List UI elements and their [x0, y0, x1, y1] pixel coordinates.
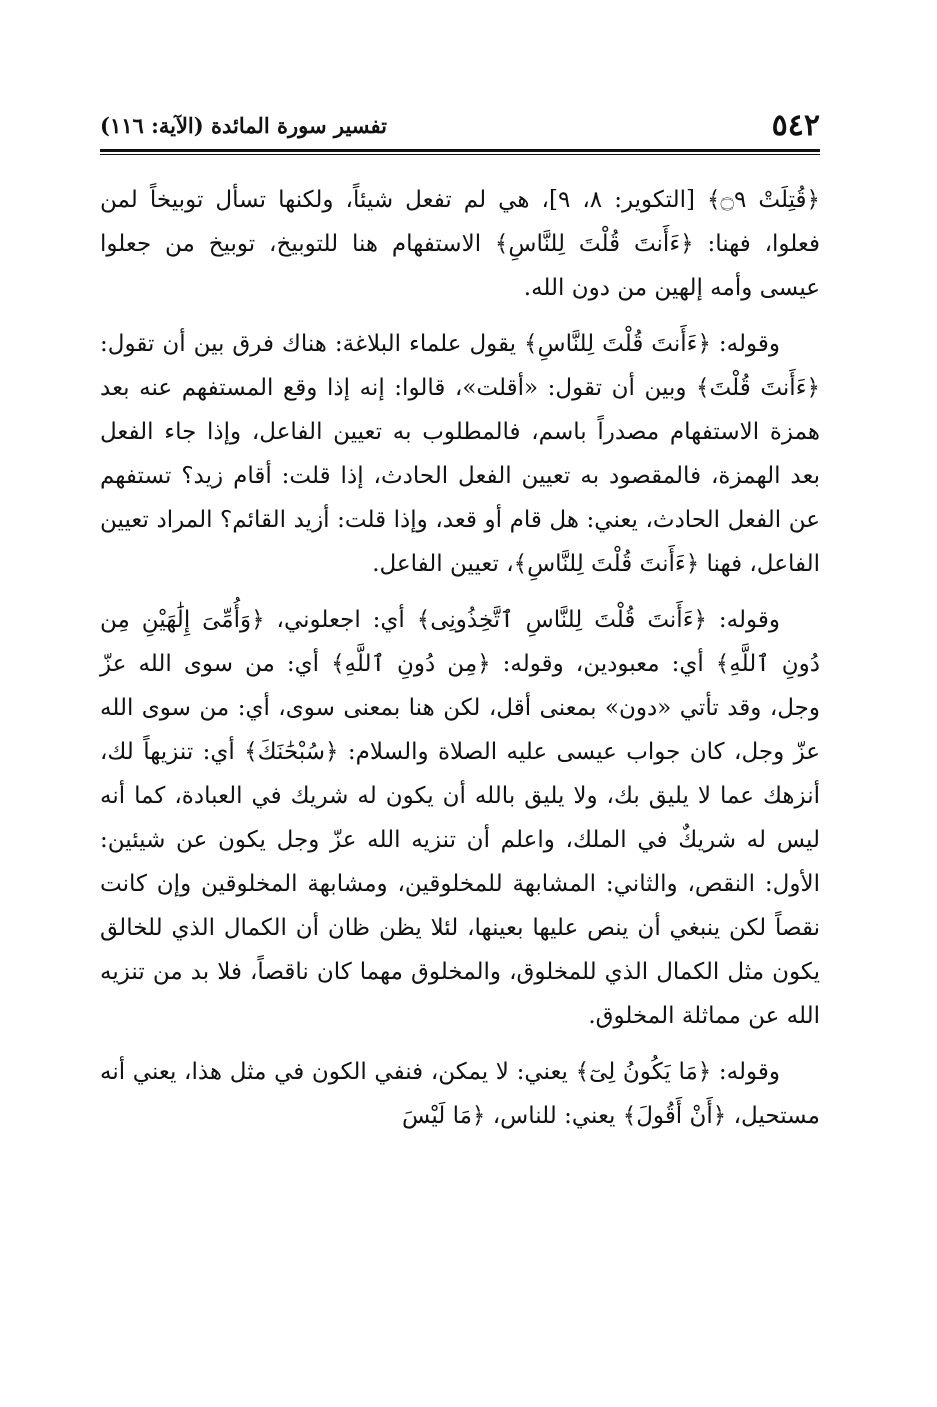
paragraph-4: وقوله: ﴿مَا يَكُونُ لِىٓ﴾ يعني: لا يمكن، فنفي الكون في مثل هذا، يعني أنه مستحيل، ﴿أَنْ أَقُولَ﴾ يعني: للناس، ﴿مَا لَيْسَ: [100, 1059, 820, 1129]
header-rule-thin: [100, 154, 820, 155]
paragraph-1: ﴿قُتِلَتْ ۝٩﴾ [التكوير: ٨، ٩]، هي لم تفعل شيئاً، ولكنها تسأل توبيخاً لمن فعلوا، فهنا: ﴿ءَأَنتَ قُلْتَ لِلنَّاسِ﴾ الاستفهام هنا للتوبيخ، توبيخ من جعلوا عيسى وأمه إلهين من دون الله.: [100, 187, 820, 301]
page-number: ٥٤٢: [771, 108, 820, 143]
header-title: تفسير سورة المائدة (الآية: ١١٦): [100, 113, 387, 138]
running-header: [100, 106, 820, 146]
body-text: [100, 178, 820, 1150]
paragraph-2: وقوله: ﴿ءَأَنتَ قُلْتَ لِلنَّاسِ﴾ يقول علماء البلاغة: هناك فرق بين أن تقول: ﴿ءَأَنتَ قُلْتَ﴾ وبين أن تقول: «أقلت»، قالوا: إنه إذا وقع المستفهم عنه بعد همزة الاستفهام مصدراً باسم، فالمطلوب به تعيين الفاعل، وإذا جاء الفعل بعد الهمزة، فالمقصود به تعيين الفعل الحادث، إذا قلت: أقام زيد؟ تستفهم عن الفعل الحادث، يعني: هل قام أو قعد، وإذا قلت: أزيد القائم؟ المراد تعيين الفاعل، فهنا ﴿ءَأَنتَ قُلْتَ لِلنَّاسِ﴾، تعيين الفاعل.: [100, 331, 820, 577]
header-rule: [100, 149, 820, 152]
paragraph-3: وقوله: ﴿ءَأَنتَ قُلْتَ لِلنَّاسِ ٱتَّخِذُونِى﴾ أي: اجعلوني، ﴿وَأُمِّىَ إِلَٰهَيْنِ مِن دُونِ ٱللَّهِ﴾ أي: معبودين، وقوله: ﴿مِن دُونِ ٱللَّهِ﴾ أي: من سوى الله عزّ وجل، وقد تأتي «دون» بمعنى أقل، لكن هنا بمعنى سوى، أي: من سوى الله عزّ وجل، كان جواب عيسى عليه الصلاة والسلام: ﴿سُبْحَٰنَكَ﴾ أي: تنزيهاً لك، أنزهك عما لا يليق بك، ولا يليق بالله أن يكون له شريك في العبادة، كما أنه ليس له شريكٌ في الملك، واعلم أن تنزيه الله عزّ وجل يكون عن شيئين: الأول: النقص، والثاني: المشابهة للمخلوقين، ومشابهة المخلوقين وإن كانت نقصاً لكن ينبغي أن ينص عليها بعينها، لئلا يظن ظان أن الكمال الذي للخالق يكون مثل الكمال الذي للمخلوق، والمخلوق مهما كان ناقصاً، فلا بد من تنزيه الله عن مماثلة المخلوق.: [100, 607, 820, 1029]
